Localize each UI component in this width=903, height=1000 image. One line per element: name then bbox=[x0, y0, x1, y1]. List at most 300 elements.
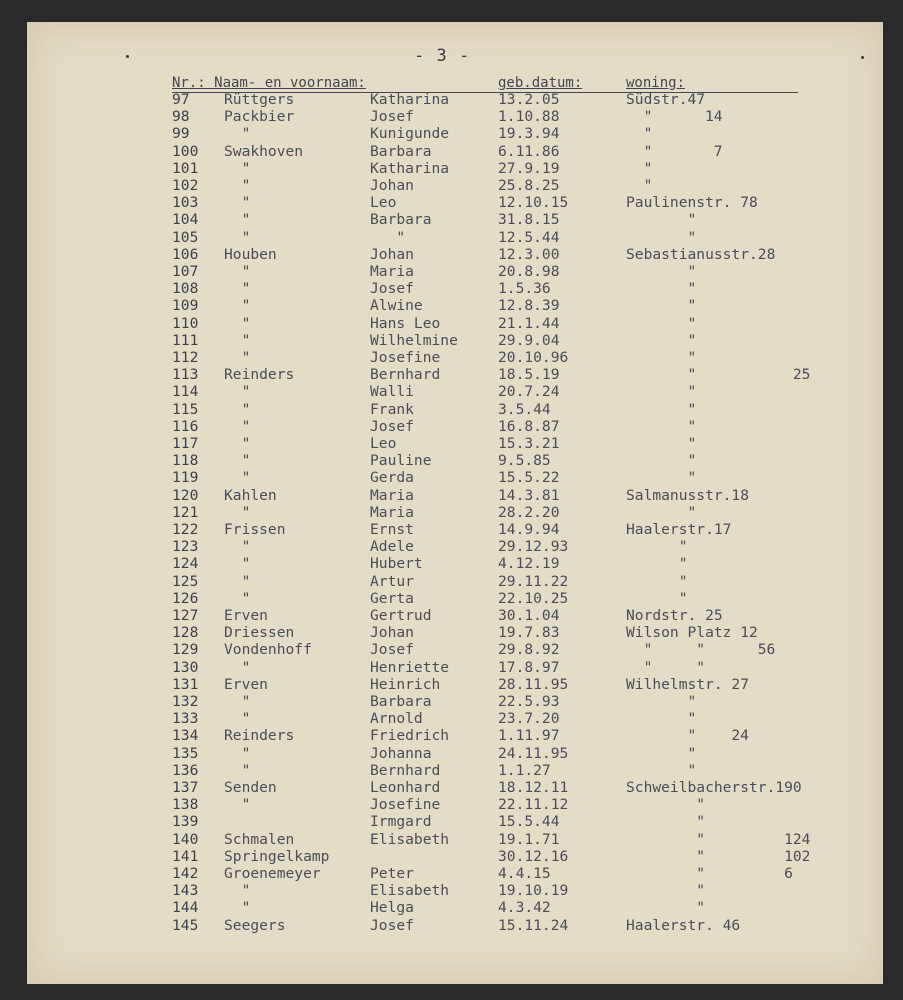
table-row bbox=[0, 607, 903, 624]
row-address: " bbox=[626, 693, 697, 710]
row-firstname: Barbara bbox=[370, 142, 432, 160]
row-firstname: Leonhard bbox=[370, 779, 441, 796]
row-surname: Driessen bbox=[224, 624, 295, 642]
row-nr: 103 bbox=[172, 194, 199, 212]
row-birthdate: 19.1.71 bbox=[498, 830, 560, 848]
row-firstname: Alwine bbox=[370, 297, 423, 315]
row-birthdate: 1.10.88 bbox=[498, 108, 560, 126]
row-birthdate: 9.5.85 bbox=[498, 452, 551, 470]
row-surname: " bbox=[224, 710, 251, 728]
table-row bbox=[0, 504, 903, 521]
row-firstname: Katharina bbox=[370, 159, 450, 177]
row-address: " bbox=[626, 211, 697, 229]
row-firstname: Barbara bbox=[370, 211, 432, 229]
row-firstname: Adele bbox=[370, 538, 414, 556]
row-surname: " bbox=[224, 211, 251, 229]
table-row bbox=[0, 160, 903, 177]
table-row bbox=[0, 194, 903, 211]
row-firstname: Gerta bbox=[370, 589, 414, 607]
row-birthdate: 12.10.15 bbox=[498, 194, 569, 212]
row-firstname: Ernst bbox=[370, 521, 414, 538]
row-nr: 107 bbox=[172, 263, 199, 280]
row-surname: " bbox=[224, 297, 251, 315]
row-nr: 99 bbox=[172, 125, 190, 143]
row-birthdate: 12.8.39 bbox=[498, 297, 560, 315]
row-surname: Erven bbox=[224, 675, 268, 693]
row-firstname: Kunigunde bbox=[370, 125, 450, 143]
table-row bbox=[0, 745, 903, 762]
row-firstname: Josef bbox=[370, 916, 414, 934]
row-address: " bbox=[626, 280, 697, 298]
row-firstname: Johan bbox=[370, 177, 414, 194]
row-note: 6 bbox=[705, 865, 793, 882]
row-birthdate: 31.8.15 bbox=[498, 211, 560, 229]
row-address: " bbox=[626, 744, 697, 762]
row-address: " bbox=[626, 366, 697, 384]
table-row bbox=[0, 899, 903, 916]
row-surname: " bbox=[224, 452, 251, 470]
row-surname: Swakhoven bbox=[224, 142, 304, 160]
row-surname: " bbox=[224, 349, 251, 366]
row-birthdate: 27.9.19 bbox=[498, 159, 560, 177]
table-row bbox=[0, 521, 903, 538]
row-firstname: Elisabeth bbox=[370, 882, 450, 900]
row-birthdate: 19.3.94 bbox=[498, 125, 560, 143]
row-firstname: Johanna bbox=[370, 744, 432, 762]
row-birthdate: 1.11.97 bbox=[498, 727, 560, 745]
row-address: " bbox=[626, 417, 697, 435]
row-birthdate: 13.2.05 bbox=[498, 91, 560, 108]
row-nr: 101 bbox=[172, 159, 199, 177]
row-surname: " bbox=[224, 331, 251, 349]
row-nr: 123 bbox=[172, 538, 199, 556]
row-birthdate: 24.11.95 bbox=[498, 744, 569, 762]
row-birthdate: 22.10.25 bbox=[498, 589, 569, 607]
page-number: - 3 - bbox=[414, 46, 471, 66]
row-surname: " bbox=[224, 417, 251, 435]
row-birthdate: 23.7.20 bbox=[498, 710, 560, 728]
row-nr: 113 bbox=[172, 366, 199, 384]
row-surname: " bbox=[224, 589, 251, 607]
row-birthdate: 19.10.19 bbox=[498, 882, 569, 900]
row-nr: 134 bbox=[172, 727, 199, 745]
row-nr: 110 bbox=[172, 314, 199, 332]
row-firstname: Josefine bbox=[370, 796, 441, 814]
row-address: " bbox=[626, 435, 697, 452]
row-birthdate: 29.8.92 bbox=[498, 641, 560, 659]
table-row bbox=[0, 813, 903, 830]
table-row bbox=[0, 538, 903, 555]
row-firstname: Josef bbox=[370, 108, 414, 126]
table-row bbox=[0, 624, 903, 641]
table-row bbox=[0, 383, 903, 400]
row-note: 24 bbox=[705, 727, 749, 745]
row-surname: Springelkamp bbox=[224, 847, 330, 865]
table-row bbox=[0, 831, 903, 848]
row-birthdate: 16.8.87 bbox=[498, 417, 560, 435]
row-surname: " bbox=[224, 744, 251, 762]
row-surname: " bbox=[224, 503, 251, 521]
row-firstname: Josef bbox=[370, 280, 414, 298]
row-address: " bbox=[626, 572, 688, 590]
row-address: " bbox=[626, 813, 706, 831]
row-firstname: Leo bbox=[370, 435, 397, 452]
row-address: " bbox=[626, 538, 688, 556]
header-woning: woning: bbox=[626, 75, 686, 91]
table-row bbox=[0, 143, 903, 160]
table-row bbox=[0, 435, 903, 452]
row-firstname: Maria bbox=[370, 486, 414, 504]
row-birthdate: 4.3.42 bbox=[498, 899, 551, 917]
header-nr-naam: Nr.: Naam- en voornaam: bbox=[172, 75, 366, 91]
row-firstname: Josef bbox=[370, 417, 414, 435]
row-nr: 115 bbox=[172, 400, 199, 418]
row-nr: 116 bbox=[172, 417, 199, 435]
row-address: " bbox=[626, 589, 688, 607]
row-address: Nordstr. 25 bbox=[626, 607, 723, 624]
row-address: Paulinenstr. 78 bbox=[626, 194, 758, 212]
row-birthdate: 25.8.25 bbox=[498, 177, 560, 194]
row-nr: 142 bbox=[172, 865, 199, 882]
row-address: " bbox=[626, 830, 706, 848]
row-address: " bbox=[626, 400, 697, 418]
row-address: Haalerstr.17 bbox=[626, 521, 732, 538]
row-nr: 121 bbox=[172, 503, 199, 521]
row-firstname: Heinrich bbox=[370, 675, 441, 693]
table-row bbox=[0, 297, 903, 314]
row-firstname: Gerda bbox=[370, 469, 414, 487]
row-surname: " bbox=[224, 194, 251, 212]
table-row bbox=[0, 366, 903, 383]
table-row bbox=[0, 469, 903, 486]
row-birthdate: 14.9.94 bbox=[498, 521, 560, 538]
row-birthdate: 21.1.44 bbox=[498, 314, 560, 332]
row-birthdate: 4.12.19 bbox=[498, 555, 560, 573]
table-row bbox=[0, 865, 903, 882]
row-address: " bbox=[626, 899, 706, 917]
row-firstname: Hubert bbox=[370, 555, 423, 573]
row-birthdate: 28.2.20 bbox=[498, 503, 560, 521]
row-address: " bbox=[626, 503, 697, 521]
row-address: " bbox=[626, 383, 697, 401]
row-birthdate: 3.5.44 bbox=[498, 400, 551, 418]
row-address: " " bbox=[626, 641, 706, 659]
row-birthdate: 1.5.36 bbox=[498, 280, 551, 298]
row-nr: 122 bbox=[172, 521, 199, 538]
table-row bbox=[0, 848, 903, 865]
row-address: " bbox=[626, 142, 653, 160]
row-birthdate: 17.8.97 bbox=[498, 658, 560, 676]
row-address: " bbox=[626, 847, 706, 865]
row-firstname: Johan bbox=[370, 624, 414, 642]
row-nr: 136 bbox=[172, 761, 199, 779]
row-firstname: Bernhard bbox=[370, 761, 441, 779]
row-address: Wilson Platz 12 bbox=[626, 624, 758, 642]
table-row bbox=[0, 263, 903, 280]
row-firstname: Pauline bbox=[370, 452, 432, 470]
row-nr: 133 bbox=[172, 710, 199, 728]
row-birthdate: 19.7.83 bbox=[498, 624, 560, 642]
row-address: " bbox=[626, 125, 653, 143]
row-surname: " bbox=[224, 538, 251, 556]
row-address: " bbox=[626, 108, 653, 126]
row-address: " bbox=[626, 159, 653, 177]
table-row bbox=[0, 641, 903, 658]
row-birthdate: 22.11.12 bbox=[498, 796, 569, 814]
row-nr: 119 bbox=[172, 469, 199, 487]
row-address: " bbox=[626, 177, 653, 194]
row-note: 14 bbox=[705, 108, 723, 126]
row-nr: 117 bbox=[172, 435, 199, 452]
row-surname: " bbox=[224, 177, 251, 194]
row-birthdate: 12.5.44 bbox=[498, 228, 560, 246]
row-birthdate: 28.11.95 bbox=[498, 675, 569, 693]
row-note: 102 bbox=[705, 847, 811, 865]
row-address: Schweilbacherstr.190 bbox=[626, 779, 802, 796]
row-birthdate: 15.5.22 bbox=[498, 469, 560, 487]
row-birthdate: 14.3.81 bbox=[498, 486, 560, 504]
table-row bbox=[0, 676, 903, 693]
row-firstname: Bernhard bbox=[370, 366, 441, 384]
row-surname: Rüttgers bbox=[224, 91, 295, 108]
row-nr: 135 bbox=[172, 744, 199, 762]
row-address: " bbox=[626, 865, 706, 882]
table-row bbox=[0, 590, 903, 607]
row-surname: Erven bbox=[224, 607, 268, 624]
row-firstname: Josefine bbox=[370, 349, 441, 366]
row-address: " " bbox=[626, 658, 706, 676]
row-birthdate: 22.5.93 bbox=[498, 693, 560, 710]
row-firstname: Artur bbox=[370, 572, 414, 590]
row-firstname: Gertrud bbox=[370, 607, 432, 624]
row-note: 25 bbox=[705, 366, 811, 384]
row-nr: 97 bbox=[172, 91, 190, 108]
row-birthdate: 15.11.24 bbox=[498, 916, 569, 934]
row-nr: 139 bbox=[172, 813, 199, 831]
row-nr: 105 bbox=[172, 228, 199, 246]
row-nr: 144 bbox=[172, 899, 199, 917]
row-nr: 131 bbox=[172, 675, 199, 693]
row-nr: 140 bbox=[172, 830, 199, 848]
row-birthdate: 4.4.15 bbox=[498, 865, 551, 882]
table-row bbox=[0, 211, 903, 228]
row-firstname: Irmgard bbox=[370, 813, 432, 831]
row-note: 7 bbox=[705, 142, 723, 160]
table-row bbox=[0, 401, 903, 418]
row-address: " bbox=[626, 469, 697, 487]
row-surname: " bbox=[224, 159, 251, 177]
row-nr: 104 bbox=[172, 211, 199, 229]
row-nr: 125 bbox=[172, 572, 199, 590]
table-row bbox=[0, 882, 903, 899]
row-nr: 102 bbox=[172, 177, 199, 194]
table-row bbox=[0, 349, 903, 366]
row-nr: 128 bbox=[172, 624, 199, 642]
row-firstname: Frank bbox=[370, 400, 414, 418]
row-surname: " bbox=[224, 280, 251, 298]
row-birthdate: 20.7.24 bbox=[498, 383, 560, 401]
row-birthdate: 30.1.04 bbox=[498, 607, 560, 624]
table-row bbox=[0, 91, 903, 108]
row-firstname: Wilhelmine bbox=[370, 331, 458, 349]
row-surname: " bbox=[224, 882, 251, 900]
row-firstname: Walli bbox=[370, 383, 414, 401]
header-geb-datum: geb.datum: bbox=[498, 75, 583, 91]
row-firstname: Henriette bbox=[370, 658, 450, 676]
row-address: " bbox=[626, 555, 688, 573]
row-nr: 130 bbox=[172, 658, 199, 676]
row-firstname: Maria bbox=[370, 263, 414, 280]
row-address: " bbox=[626, 452, 697, 470]
row-surname: " bbox=[224, 572, 251, 590]
row-nr: 132 bbox=[172, 693, 199, 710]
row-address: " bbox=[626, 297, 697, 315]
row-firstname: Katharina bbox=[370, 91, 450, 108]
row-address: " bbox=[626, 314, 697, 332]
row-address: " bbox=[626, 331, 697, 349]
row-surname: Houben bbox=[224, 245, 277, 263]
table-row bbox=[0, 917, 903, 934]
row-surname: " bbox=[224, 658, 251, 676]
row-surname: Frissen bbox=[224, 521, 286, 538]
row-nr: 129 bbox=[172, 641, 199, 659]
row-surname: " bbox=[224, 469, 251, 487]
row-nr: 143 bbox=[172, 882, 199, 900]
table-row bbox=[0, 229, 903, 246]
row-address: " bbox=[626, 882, 706, 900]
row-firstname: Friedrich bbox=[370, 727, 450, 745]
row-nr: 137 bbox=[172, 779, 199, 796]
row-nr: 124 bbox=[172, 555, 199, 573]
row-birthdate: 6.11.86 bbox=[498, 142, 560, 160]
table-row bbox=[0, 280, 903, 297]
row-note: 124 bbox=[705, 830, 811, 848]
row-surname: " bbox=[224, 693, 251, 710]
table-row bbox=[0, 779, 903, 796]
row-nr: 106 bbox=[172, 245, 199, 263]
row-firstname: " bbox=[370, 228, 406, 246]
table-row bbox=[0, 177, 903, 194]
row-nr: 98 bbox=[172, 108, 190, 126]
row-nr: 126 bbox=[172, 589, 199, 607]
row-birthdate: 12.3.00 bbox=[498, 245, 560, 263]
row-address: Sebastianusstr.28 bbox=[626, 245, 776, 263]
row-birthdate: 18.5.19 bbox=[498, 366, 560, 384]
row-nr: 112 bbox=[172, 349, 199, 366]
row-surname: Schmalen bbox=[224, 830, 295, 848]
row-birthdate: 20.8.98 bbox=[498, 263, 560, 280]
row-nr: 138 bbox=[172, 796, 199, 814]
row-firstname: Elisabeth bbox=[370, 830, 450, 848]
row-surname: " bbox=[224, 125, 251, 143]
row-address: Wilhelmstr. 27 bbox=[626, 675, 750, 693]
row-birthdate: 29.12.93 bbox=[498, 538, 569, 556]
row-surname: " bbox=[224, 228, 251, 246]
row-address: " bbox=[626, 727, 697, 745]
row-firstname: Hans Leo bbox=[370, 314, 441, 332]
table-row bbox=[0, 573, 903, 590]
row-nr: 100 bbox=[172, 142, 199, 160]
row-nr: 111 bbox=[172, 331, 199, 349]
row-address: Südstr.47 bbox=[626, 91, 706, 108]
row-surname: Reinders bbox=[224, 727, 295, 745]
row-surname: " bbox=[224, 796, 251, 814]
row-nr: 109 bbox=[172, 297, 199, 315]
row-firstname: Helga bbox=[370, 899, 414, 917]
table-row bbox=[0, 762, 903, 779]
row-nr: 127 bbox=[172, 607, 199, 624]
row-address: " bbox=[626, 761, 697, 779]
row-address: " bbox=[626, 349, 697, 366]
row-address: " bbox=[626, 228, 697, 246]
row-note: 56 bbox=[705, 641, 776, 659]
row-surname: " bbox=[224, 263, 251, 280]
row-birthdate: 29.9.04 bbox=[498, 331, 560, 349]
row-firstname: Peter bbox=[370, 865, 414, 882]
row-firstname: Maria bbox=[370, 503, 414, 521]
table-row bbox=[0, 246, 903, 263]
table-row bbox=[0, 315, 903, 332]
table-row bbox=[0, 487, 903, 504]
row-firstname: Leo bbox=[370, 194, 397, 212]
table-row bbox=[0, 452, 903, 469]
row-nr: 118 bbox=[172, 452, 199, 470]
row-address: Salmanusstr.18 bbox=[626, 486, 750, 504]
row-address: " bbox=[626, 263, 697, 280]
row-surname: Groenemeyer bbox=[224, 865, 321, 882]
row-birthdate: 29.11.22 bbox=[498, 572, 569, 590]
row-birthdate: 20.10.96 bbox=[498, 349, 569, 366]
row-birthdate: 15.5.44 bbox=[498, 813, 560, 831]
row-firstname: Arnold bbox=[370, 710, 423, 728]
row-surname: " bbox=[224, 555, 251, 573]
row-address: Haalerstr. 46 bbox=[626, 916, 741, 934]
table-row bbox=[0, 418, 903, 435]
row-surname: " bbox=[224, 383, 251, 401]
row-nr: 114 bbox=[172, 383, 199, 401]
row-surname: Vondenhoff bbox=[224, 641, 312, 659]
row-nr: 108 bbox=[172, 280, 199, 298]
row-firstname: Barbara bbox=[370, 693, 432, 710]
row-firstname: Johan bbox=[370, 245, 414, 263]
row-surname: Kahlen bbox=[224, 486, 277, 504]
table-row bbox=[0, 108, 903, 125]
row-address: " bbox=[626, 796, 706, 814]
row-surname: Senden bbox=[224, 779, 277, 796]
row-birthdate: 1.1.27 bbox=[498, 761, 551, 779]
row-surname: " bbox=[224, 314, 251, 332]
row-address: " bbox=[626, 710, 697, 728]
row-firstname: Josef bbox=[370, 641, 414, 659]
row-surname: " bbox=[224, 899, 251, 917]
table-row bbox=[0, 125, 903, 142]
table-row bbox=[0, 659, 903, 676]
table-row bbox=[0, 693, 903, 710]
row-surname: Packbier bbox=[224, 108, 295, 126]
row-nr: 145 bbox=[172, 916, 199, 934]
row-birthdate: 15.3.21 bbox=[498, 435, 560, 452]
row-surname: Seegers bbox=[224, 916, 286, 934]
table-row bbox=[0, 710, 903, 727]
row-nr: 120 bbox=[172, 486, 199, 504]
row-surname: " bbox=[224, 761, 251, 779]
row-surname: " bbox=[224, 435, 251, 452]
row-nr: 141 bbox=[172, 847, 199, 865]
row-surname: " bbox=[224, 400, 251, 418]
row-birthdate: 30.12.16 bbox=[498, 847, 569, 865]
table-row bbox=[0, 727, 903, 744]
row-surname: Reinders bbox=[224, 366, 295, 384]
